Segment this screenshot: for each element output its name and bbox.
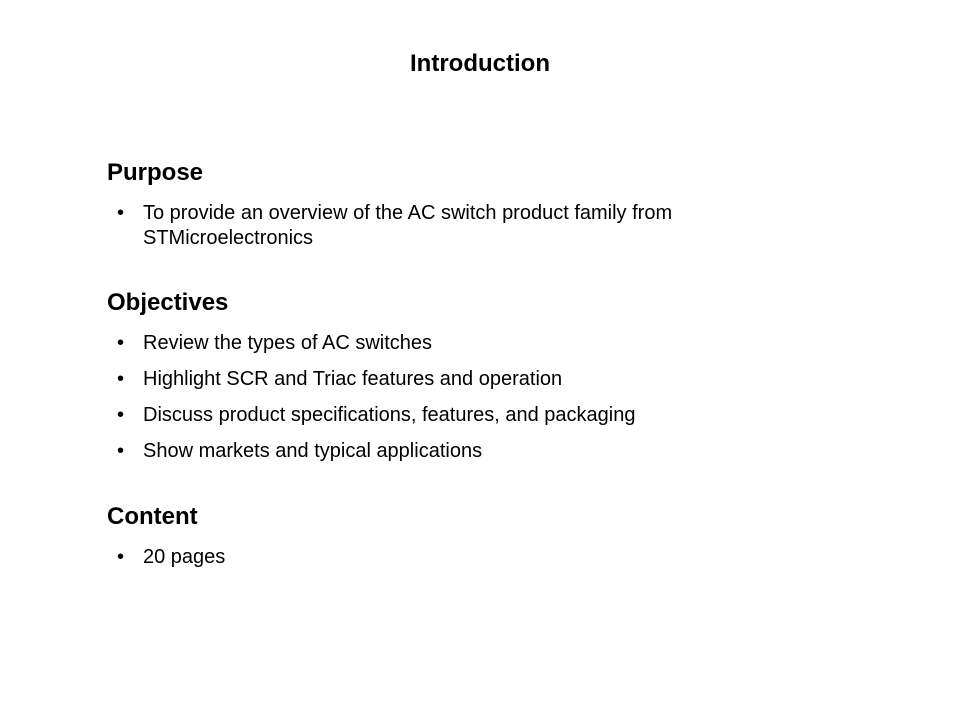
bullet-item [107, 201, 827, 251]
bullet-list [107, 201, 827, 251]
bullet-list [107, 545, 827, 570]
bullet-icon: • [117, 404, 125, 426]
bullet-icon: • [117, 440, 125, 462]
section-heading: Content [107, 503, 198, 530]
section-objectives [107, 288, 827, 475]
bullet-item [107, 331, 827, 356]
bullet-item [107, 403, 827, 428]
bullet-text: To provide an overview of the AC switch product family from STMicroelectronics [143, 202, 673, 249]
bullet-icon: • [117, 368, 125, 390]
section-content [107, 502, 827, 570]
bullet-item [107, 545, 827, 570]
section-purpose [107, 158, 827, 251]
bullet-item [107, 439, 827, 464]
bullet-text: Highlight SCR and Triac features and operation [143, 368, 563, 390]
bullet-item [107, 367, 827, 392]
section-heading: Objectives [107, 289, 229, 316]
bullet-icon: • [117, 332, 125, 354]
bullet-icon: • [117, 202, 125, 224]
bullet-text: 20 pages [143, 546, 226, 568]
slide-title: Introduction [410, 50, 550, 77]
section-heading: Purpose [107, 159, 204, 186]
bullet-icon: • [117, 546, 125, 568]
bullet-text: Discuss product specifications, features, and packaging [143, 404, 636, 426]
bullet-text: Review the types of AC switches [143, 332, 433, 354]
bullet-list [107, 331, 827, 464]
bullet-text: Show markets and typical applications [143, 440, 483, 462]
